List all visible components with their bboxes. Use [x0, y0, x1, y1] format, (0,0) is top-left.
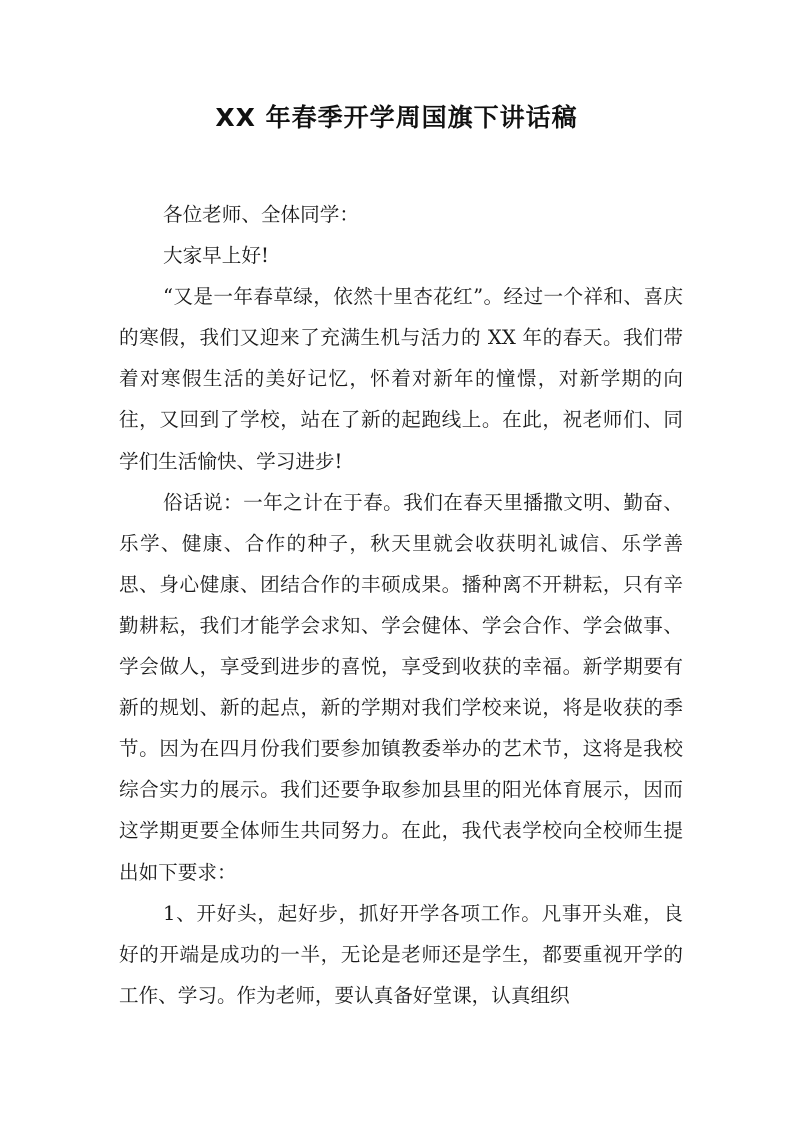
paragraph-requirement-1: 1、开好头，起好步，抓好开学各项工作。凡事开头难，良好的开端是成功的一半，无论是老师还是学生，都要重视开学的工作、学习。作为老师，要认真备好堂课，认真组织 [119, 901, 683, 1007]
salutation: 各位老师、全体同学： [163, 203, 359, 226]
paragraph-opening: “又是一年春草绿，依然十里杏花红”。经过一个祥和、喜庆的寒假，我们又迎来了充满生机与活力的 XX 年的春天。我们带着对寒假生活的美好记忆，怀着对新年的憧憬，对新学期的向往，又回到了学校，站在了新的起跑线上。在此，祝老师们、同学们生活愉快、学习进步! [119, 285, 683, 473]
document-title: XX 年春季开学周国旗下讲话稿 [215, 103, 578, 132]
greeting: 大家早上好! [163, 244, 269, 268]
paragraph-spring: 俗话说：一年之计在于春。我们在春天里播撒文明、勤奋、乐学、健康、合作的种子，秋天里就会收获明礼诚信、乐学善思、身心健康、团结合作的丰硕成果。播种离不开耕耘，只有辛勤耕耘，我们才能学会求知、学会健体、学会合作、学会做事、学会做人，享受到进步的喜悦，享受到收获的幸福。新学期要有新的规划、新的起点，新的学期对我们学校来说，将是收获的季节。因为在四月份我们要参加镇教委举办的艺术节，这将是我校综合实力的展示。我们还要争取参加县里的阳光体育展示，因而这学期更要全体师生共同努力。在此，我代表学校向全校师生提出如下要求： [119, 490, 683, 884]
document-body [119, 194, 683, 1016]
